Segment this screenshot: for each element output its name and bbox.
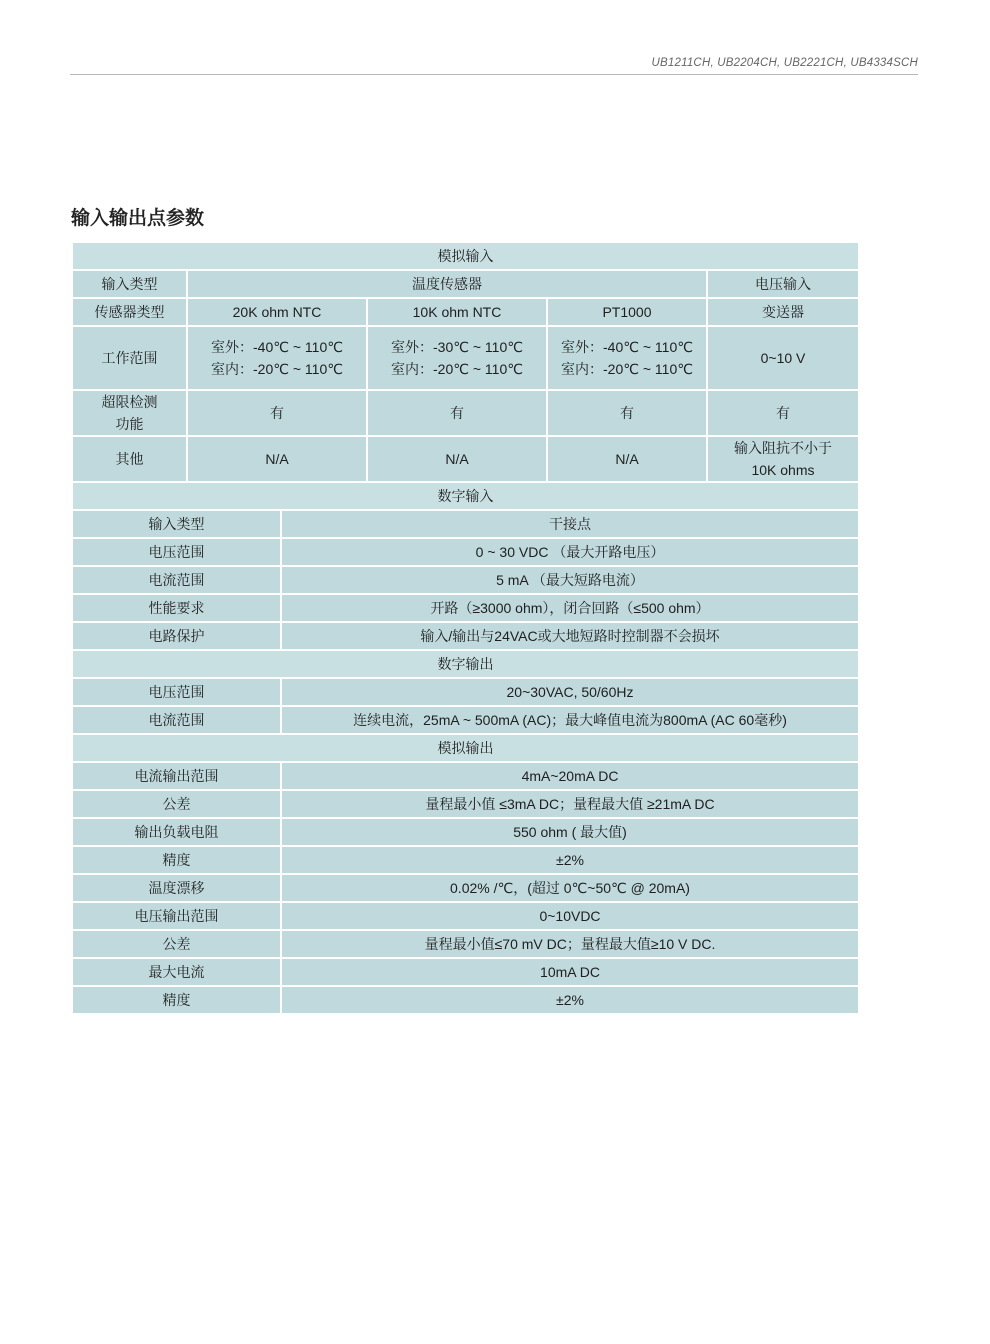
cell-value: 连续电流，25mA ~ 500mA (AC)；最大峰值电流为800mA (AC 60毫秒) <box>281 706 859 734</box>
cell-value: 量程最小值≤70 mV DC；量程最大值≥10 V DC. <box>281 930 859 958</box>
table-row <box>72 706 859 734</box>
row-label: 输入类型 <box>72 510 281 538</box>
table-row <box>72 958 859 986</box>
row-label: 其他 <box>72 436 187 482</box>
cell-line: 室外：-40℃ ~ 110℃ <box>211 339 343 355</box>
cell-temp-sensor: 温度传感器 <box>187 270 707 298</box>
cell-value: N/A <box>367 436 547 482</box>
cell-voltage-input: 电压输入 <box>707 270 859 298</box>
table-row <box>72 818 859 846</box>
cell-value: ±2% <box>281 986 859 1014</box>
row-label: 电流输出范围 <box>72 762 281 790</box>
table-row <box>72 930 859 958</box>
cell-line: 室内：-20℃ ~ 110℃ <box>391 361 523 377</box>
row-label: 电流范围 <box>72 706 281 734</box>
analog-output-header-row <box>72 734 859 762</box>
table-row <box>72 790 859 818</box>
table-row <box>72 390 859 436</box>
cell-value: 有 <box>367 390 547 436</box>
row-label: 公差 <box>72 930 281 958</box>
cell-value: 输入/输出与24VAC或大地短路时控制器不会损坏 <box>281 622 859 650</box>
cell-value: 10K ohm NTC <box>367 298 547 326</box>
row-label: 电压范围 <box>72 678 281 706</box>
table-row <box>72 902 859 930</box>
row-label <box>72 390 187 436</box>
table-row <box>72 846 859 874</box>
cell-value: N/A <box>187 436 367 482</box>
cell-value: 5 mA （最大短路电流） <box>281 566 859 594</box>
table-row <box>72 270 859 298</box>
cell-value: 有 <box>707 390 859 436</box>
table-row <box>72 326 859 390</box>
cell-value: 开路（≥3000 ohm），闭合回路（≤500 ohm） <box>281 594 859 622</box>
table-row <box>72 436 859 482</box>
cell-value: 0.02% /℃，(超过 0℃~50℃ @ 20mA) <box>281 874 859 902</box>
cell-value: ±2% <box>281 846 859 874</box>
header-divider <box>70 74 918 75</box>
row-label: 工作范围 <box>72 326 187 390</box>
row-label: 电路保护 <box>72 622 281 650</box>
cell-value: 4mA~20mA DC <box>281 762 859 790</box>
table-row <box>72 678 859 706</box>
cell-line: 功能 <box>115 416 144 432</box>
digital-output-title: 数字输出 <box>72 650 859 678</box>
cell-value: 10mA DC <box>281 958 859 986</box>
table-row <box>72 594 859 622</box>
row-label: 传感器类型 <box>72 298 187 326</box>
digital-input-header-row <box>72 482 859 510</box>
section-title: 输入输出点参数 <box>71 207 205 229</box>
header-model-list: UB1211CH, UB2204CH, UB2221CH, UB4334SCH <box>651 57 918 69</box>
row-label: 电压输出范围 <box>72 902 281 930</box>
io-parameter-table <box>71 241 860 1015</box>
cell-value <box>187 326 367 390</box>
cell-value: 0~10 V <box>707 326 859 390</box>
row-label: 精度 <box>72 846 281 874</box>
cell-value: 20K ohm NTC <box>187 298 367 326</box>
cell-line: 室内：-20℃ ~ 110℃ <box>211 361 343 377</box>
row-label: 电流范围 <box>72 566 281 594</box>
analog-input-header-row <box>72 242 859 270</box>
cell-value: 有 <box>547 390 707 436</box>
cell-value: 量程最小值 ≤3mA DC；量程最大值 ≥21mA DC <box>281 790 859 818</box>
table-row <box>72 622 859 650</box>
analog-input-title: 模拟输入 <box>72 242 859 270</box>
cell-line: 室内：-20℃ ~ 110℃ <box>561 361 693 377</box>
table-row <box>72 874 859 902</box>
row-label: 最大电流 <box>72 958 281 986</box>
table-row <box>72 566 859 594</box>
cell-value <box>547 326 707 390</box>
digital-input-title: 数字输入 <box>72 482 859 510</box>
table-row <box>72 986 859 1014</box>
row-label: 公差 <box>72 790 281 818</box>
row-label: 精度 <box>72 986 281 1014</box>
cell-value: 0~10VDC <box>281 902 859 930</box>
table-row <box>72 538 859 566</box>
cell-value: PT1000 <box>547 298 707 326</box>
cell-value: N/A <box>547 436 707 482</box>
cell-line: 室外：-40℃ ~ 110℃ <box>561 339 693 355</box>
row-label: 温度漂移 <box>72 874 281 902</box>
table-row <box>72 762 859 790</box>
cell-line: 输入阻抗不小于 <box>734 440 832 456</box>
cell-value: 0 ~ 30 VDC （最大开路电压） <box>281 538 859 566</box>
row-label: 输入类型 <box>72 270 187 298</box>
row-label: 性能要求 <box>72 594 281 622</box>
cell-value: 550 ohm ( 最大值) <box>281 818 859 846</box>
table-row <box>72 510 859 538</box>
digital-output-header-row <box>72 650 859 678</box>
cell-line: 超限检测 <box>101 394 158 410</box>
cell-value: 有 <box>187 390 367 436</box>
cell-line: 室外：-30℃ ~ 110℃ <box>391 339 523 355</box>
cell-value <box>707 436 859 482</box>
cell-value <box>367 326 547 390</box>
row-label: 输出负载电阻 <box>72 818 281 846</box>
analog-output-title: 模拟输出 <box>72 734 859 762</box>
cell-line: 10K ohms <box>751 462 815 478</box>
row-label: 电压范围 <box>72 538 281 566</box>
cell-value: 变送器 <box>707 298 859 326</box>
cell-value: 20~30VAC, 50/60Hz <box>281 678 859 706</box>
cell-value: 干接点 <box>281 510 859 538</box>
table-row <box>72 298 859 326</box>
